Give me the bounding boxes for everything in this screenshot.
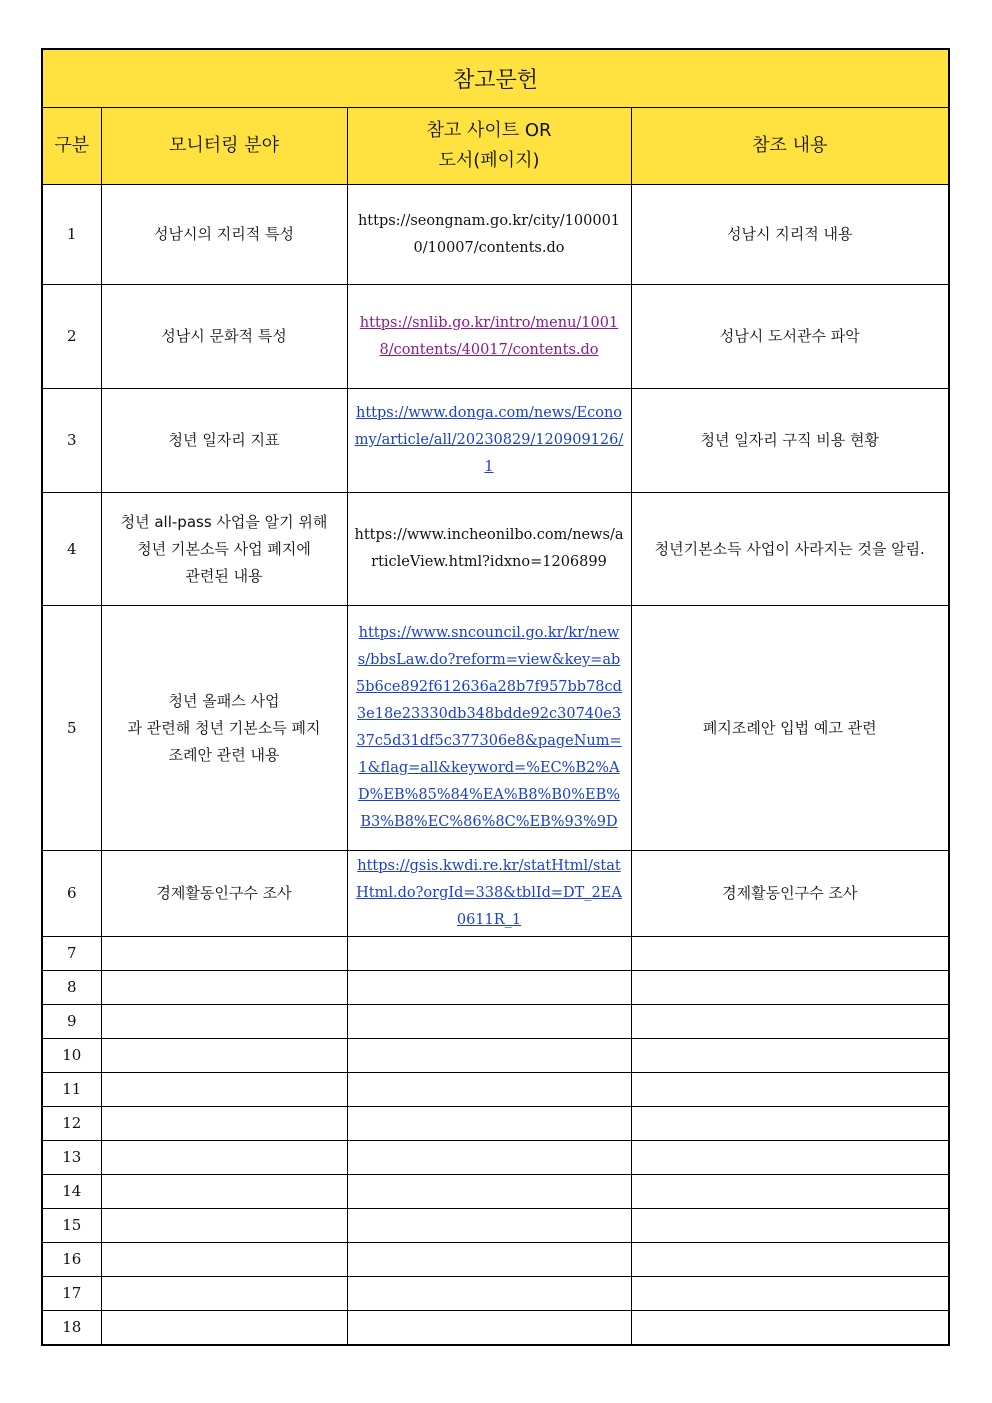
row-number: 11: [42, 1073, 101, 1107]
empty-cell: [347, 971, 631, 1005]
empty-cell: [347, 1277, 631, 1311]
row-number: 9: [42, 1005, 101, 1039]
empty-cell: [631, 1243, 949, 1277]
empty-cell: [347, 1039, 631, 1073]
reference-table: [41, 48, 950, 1346]
site-link[interactable]: https://www.donga.com/news/Economy/article/all/20230829/120909126/1: [354, 405, 624, 475]
empty-cell: [101, 1073, 347, 1107]
empty-cell: [347, 937, 631, 971]
empty-cell: [101, 1141, 347, 1175]
header-site-line2: 도서(페이지): [438, 150, 540, 171]
row-number: 18: [42, 1311, 101, 1346]
row-number: 4: [42, 493, 101, 606]
empty-row: [42, 1311, 949, 1346]
row-note: 성남시 도서관수 파악: [631, 285, 949, 389]
site-text: https://seongnam.go.kr/city/1000010/10007/contents.do: [357, 212, 621, 256]
table-row: [42, 185, 949, 285]
empty-cell: [347, 1107, 631, 1141]
empty-cell: [101, 1243, 347, 1277]
empty-cell: [347, 1141, 631, 1175]
subject-line: 청년 일자리 지표: [168, 431, 280, 449]
subject-line: 청년 기본소득 사업 폐지에: [137, 539, 311, 558]
empty-cell: [101, 1175, 347, 1209]
empty-row: [42, 1039, 949, 1073]
header-num: 구분: [42, 108, 101, 185]
site-text: https://www.incheonilbo.com/news/articleView.html?idxno=1206899: [354, 527, 624, 570]
empty-cell: [101, 1107, 347, 1141]
row-note: 폐지조례안 입법 예고 관련: [631, 606, 949, 851]
row-number: 3: [42, 389, 101, 493]
empty-cell: [631, 1209, 949, 1243]
header-site: [347, 108, 631, 185]
empty-cell: [631, 1039, 949, 1073]
empty-cell: [631, 1277, 949, 1311]
row-site: [347, 389, 631, 493]
subject-line: 경제활동인구수 조사: [156, 884, 292, 902]
empty-cell: [101, 937, 347, 971]
subject-line: 조례안 관련 내용: [168, 745, 280, 764]
header-subject: 모니터링 분야: [101, 108, 347, 185]
empty-row: [42, 1005, 949, 1039]
empty-cell: [631, 1311, 949, 1346]
table-header-row: [42, 108, 949, 185]
row-note: 경제활동인구수 조사: [631, 851, 949, 937]
table-row: [42, 285, 949, 389]
empty-cell: [347, 1243, 631, 1277]
empty-cell: [347, 1209, 631, 1243]
row-note: 청년 일자리 구직 비용 현황: [631, 389, 949, 493]
row-number: 8: [42, 971, 101, 1005]
row-subject: [101, 389, 347, 493]
empty-cell: [631, 1141, 949, 1175]
empty-row: [42, 1243, 949, 1277]
row-number: 14: [42, 1175, 101, 1209]
row-subject: [101, 493, 347, 606]
empty-row: [42, 1073, 949, 1107]
subject-line: 성남시 문화적 특성: [161, 327, 287, 345]
empty-row: [42, 1277, 949, 1311]
row-number: 16: [42, 1243, 101, 1277]
empty-cell: [101, 1277, 347, 1311]
row-number: 13: [42, 1141, 101, 1175]
empty-cell: [631, 937, 949, 971]
row-number: 15: [42, 1209, 101, 1243]
row-subject: [101, 606, 347, 851]
row-note: 청년기본소득 사업이 사라지는 것을 알림.: [631, 493, 949, 606]
table-title: 참고문헌: [42, 49, 949, 108]
subject-line: 청년 all-pass 사업을 알기 위해: [120, 512, 328, 531]
row-number: 12: [42, 1107, 101, 1141]
site-link[interactable]: https://gsis.kwdi.re.kr/statHtml/statHtml.do?orgId=338&tblId=DT_2EA0611R_1: [356, 858, 622, 928]
row-note: 성남시 지리적 내용: [631, 185, 949, 285]
row-subject: [101, 851, 347, 937]
empty-row: [42, 1175, 949, 1209]
empty-cell: [347, 1175, 631, 1209]
row-site: [347, 185, 631, 285]
subject-line: 청년 올패스 사업: [168, 691, 280, 710]
row-number: 7: [42, 937, 101, 971]
empty-cell: [347, 1073, 631, 1107]
empty-cell: [631, 1175, 949, 1209]
row-site: [347, 493, 631, 606]
row-number: 10: [42, 1039, 101, 1073]
empty-cell: [101, 1005, 347, 1039]
table-row: [42, 493, 949, 606]
row-number: 1: [42, 185, 101, 285]
table-row: [42, 389, 949, 493]
empty-cell: [631, 1073, 949, 1107]
site-link[interactable]: https://snlib.go.kr/intro/menu/10018/contents/40017/contents.do: [359, 314, 619, 358]
row-site: [347, 851, 631, 937]
table-body: [42, 185, 949, 1346]
site-link[interactable]: https://www.sncouncil.go.kr/kr/news/bbsLaw.do?reform=view&key=ab5b6ce892f612636a28b7f957bb78cd3e18e23330db348bdde92c30740e337c5d31df5c377306e8&pageNum=1&flag=all&keyword=%EC%B2%AD%EB%85%84%EA%B8%B0%EB%B3%B8%EC%86%8C%EB%93%9D: [356, 625, 622, 830]
subject-line: 성남시의 지리적 특성: [154, 225, 294, 243]
row-number: 2: [42, 285, 101, 389]
subject-line: 관련된 내용: [185, 566, 263, 585]
row-number: 17: [42, 1277, 101, 1311]
subject-line: 과 관련해 청년 기본소득 폐지: [127, 718, 321, 737]
row-number: 6: [42, 851, 101, 937]
row-subject: [101, 285, 347, 389]
row-site: [347, 606, 631, 851]
empty-cell: [347, 1311, 631, 1346]
empty-row: [42, 1141, 949, 1175]
table-row: [42, 606, 949, 851]
empty-cell: [631, 1005, 949, 1039]
empty-cell: [101, 1311, 347, 1346]
row-site: [347, 285, 631, 389]
table-title-row: [42, 49, 949, 108]
empty-cell: [347, 1005, 631, 1039]
empty-row: [42, 937, 949, 971]
header-note: 참조 내용: [631, 108, 949, 185]
empty-cell: [631, 1107, 949, 1141]
row-subject: [101, 185, 347, 285]
empty-row: [42, 1107, 949, 1141]
empty-cell: [631, 971, 949, 1005]
row-number: 5: [42, 606, 101, 851]
table-row: [42, 851, 949, 937]
empty-cell: [101, 1209, 347, 1243]
empty-cell: [101, 1039, 347, 1073]
empty-row: [42, 1209, 949, 1243]
empty-row: [42, 971, 949, 1005]
header-site-line1: 참고 사이트 OR: [426, 120, 552, 141]
empty-cell: [101, 971, 347, 1005]
